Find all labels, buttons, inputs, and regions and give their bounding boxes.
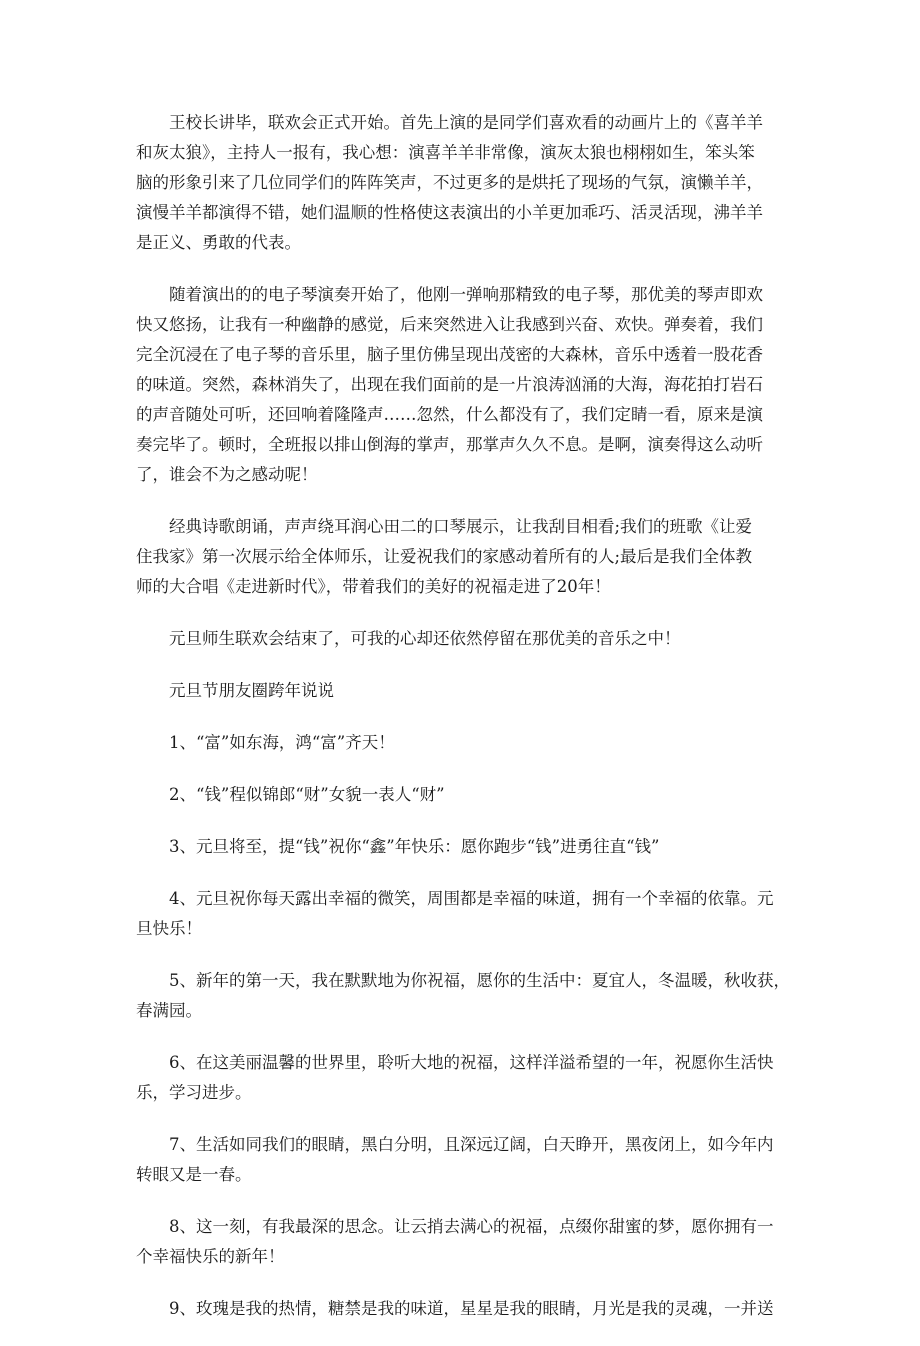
text-line: 脑的形象引来了几位同学们的阵阵笑声，不过更多的是烘托了现场的气氛，演懒羊羊， xyxy=(136,173,763,192)
text-line: 4、元旦祝你每天露出幸福的微笑，周围都是幸福的味道，拥有一个幸福的依靠。元 xyxy=(169,889,774,908)
text-line: 师的大合唱《走进新时代》，带着我们的美好的祝福走进了20年！ xyxy=(136,577,611,596)
list-item xyxy=(136,728,786,758)
text-line: 3、元旦将至，提“钱”祝你“鑫”年快乐：愿你跑步“钱”进勇往直“钱” xyxy=(169,837,660,856)
text-line: 经典诗歌朗诵，声声绕耳润心田二的口琴展示，让我刮目相看;我们的班歌《让爱 xyxy=(169,517,753,536)
list-item xyxy=(136,1294,786,1324)
text-line: 6、在这美丽温馨的世界里，聆听大地的祝福，这样洋溢希望的一年，祝愿你生活快 xyxy=(169,1053,774,1072)
text-line: 随着演出的的电子琴演奏开始了，他刚一弹响那精致的电子琴，那优美的琴声即欢 xyxy=(169,285,763,304)
text-line: 快又悠扬，让我有一种幽静的感觉，后来突然进入让我感到兴奋、欢快。弹奏着，我们 xyxy=(136,315,763,334)
document-body xyxy=(136,108,790,1346)
paragraph-gala-opening xyxy=(136,108,786,258)
list-item xyxy=(136,780,786,810)
list-item xyxy=(136,1130,786,1190)
list-item xyxy=(136,832,786,862)
paragraph-poetry-recital xyxy=(136,512,786,602)
text-line: 5、新年的第一天，我在默默地为你祝福，愿你的生活中：夏宜人，冬温暖，秋收获， xyxy=(169,971,790,990)
section-heading xyxy=(136,676,786,706)
text-line: 王校长讲毕，联欢会正式开始。首先上演的是同学们喜欢看的动画片上的《喜羊羊 xyxy=(169,113,763,132)
text-line: 9、玫瑰是我的热情，糖禁是我的味道，星星是我的眼睛，月光是我的灵魂，一并送 xyxy=(169,1299,774,1318)
paragraph-keyboard-performance xyxy=(136,280,786,490)
list-item xyxy=(136,1048,786,1108)
text-line: 演慢羊羊都演得不错，她们温顺的性格使这表演出的小羊更加乖巧、活灵活现，沸羊羊 xyxy=(136,203,763,222)
text-line: 住我家》第一次展示给全体师乐，让爱祝我们的家感动着所有的人;最后是我们全体教 xyxy=(136,547,753,566)
text-line: 和灰太狼》，主持人一报有，我心想：演喜羊羊非常像，演灰太狼也栩栩如生，笨头笨 xyxy=(136,143,755,162)
text-line: 元旦节朋友圈跨年说说 xyxy=(169,681,334,700)
list-item xyxy=(136,966,790,1026)
text-line: 7、生活如同我们的眼睛，黑白分明，且深远辽阔，白天睁开，黑夜闭上，如今年内 xyxy=(169,1135,774,1154)
paragraph-gala-ending xyxy=(136,624,786,654)
text-line: 旦快乐！ xyxy=(136,919,202,938)
text-line: 乐，学习进步。 xyxy=(136,1083,252,1102)
text-line: 1、“富”如东海，鸿“富”齐天！ xyxy=(169,733,395,752)
text-line: 转眼又是一春。 xyxy=(136,1165,252,1184)
text-line: 2、“钱”程似锦郎“财”女貌一表人“财” xyxy=(169,785,445,804)
text-line: 奏完毕了。顿时，全班报以排山倒海的掌声，那掌声久久不息。是啊，演奏得这么动听 xyxy=(136,435,763,454)
text-line: 个幸福快乐的新年！ xyxy=(136,1247,285,1266)
list-item xyxy=(136,1212,786,1272)
list-item xyxy=(136,884,786,944)
text-line: 的声音随处可听，还回响着隆隆声……忽然，什么都没有了，我们定睛一看，原来是演 xyxy=(136,405,763,424)
text-line: 8、这一刻，有我最深的思念。让云捎去满心的祝福，点缀你甜蜜的梦，愿你拥有一 xyxy=(169,1217,774,1236)
text-line: 完全沉浸在了电子琴的音乐里，脑子里仿佛呈现出茂密的大森林，音乐中透着一股花香 xyxy=(136,345,763,364)
text-line: 元旦师生联欢会结束了，可我的心却还依然停留在那优美的音乐之中！ xyxy=(169,629,681,648)
text-line: 了，谁会不为之感动呢！ xyxy=(136,465,318,484)
text-line: 的味道。突然，森林消失了，出现在我们面前的是一片浪涛汹涌的大海，海花拍打岩石 xyxy=(136,375,763,394)
text-line: 春满园。 xyxy=(136,1001,202,1020)
text-line: 是正义、勇敢的代表。 xyxy=(136,233,301,252)
